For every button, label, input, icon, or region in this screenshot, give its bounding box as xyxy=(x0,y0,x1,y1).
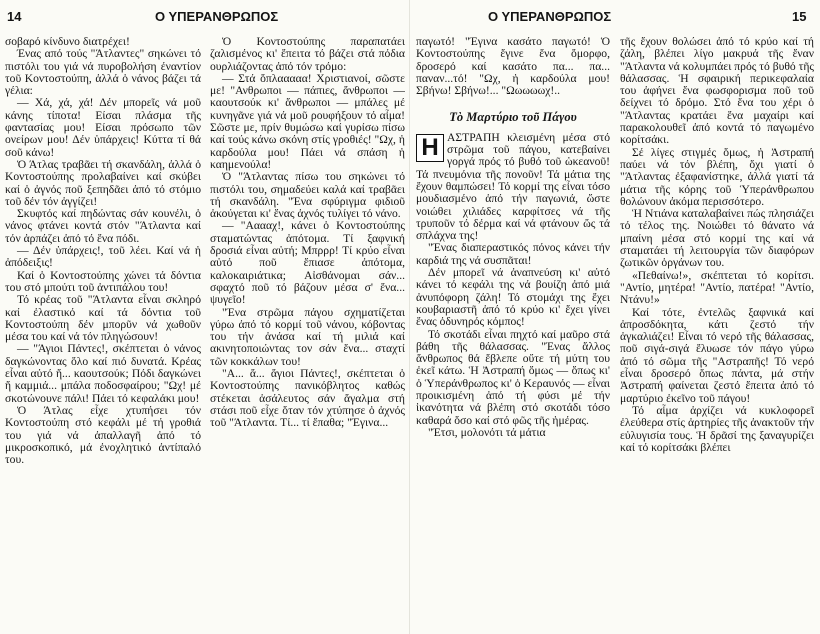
drop-cap: Η xyxy=(416,134,444,162)
left-page-number: 14 xyxy=(7,9,22,24)
paragraph: — "Άγιοι Πάντες!, σκέπτεται ὁ νάνος δαγκώνοντας ὅλο καί πιό δυνατά. Κρέας εἶναι αὐτό ἤ... καουτσούκ; Πόδι δαγκώνει ἤ καμμιά... μπάλα ποδοσφαίρου; "Ωχ! μέ σκοτώνουνε πάλι! Πάει τό κεφαλάκι μου! xyxy=(5,342,201,405)
paragraph: τῆς ἔχουν θολώσει ἀπό τό κρύο καί τή ζάλη, βλέπει λίγο μακρυά τῆς ἕναν "Άτλαντα νά κολυμπάει πρός τό βυθό τῆς θάλασσας. Ἡ σφαιρική περικεφαλαία του ἀφήνει ἕνα φωσφορισμα ποῦ τοῦ δείχνει τό δρόμο. Στό ἕνα του χέρι ὁ "Άτλαντας κρατάει ἕνα μαχαίρι καί παρακολουθεῖ ἀπό κοντά τό παγωμένο κορίτσάκι. xyxy=(620,36,814,147)
paragraph: Καί τότε, ἐντελῶς ξαφνικά καί ἀπροσδόκητα, κάτι ζεστό τήν ἀγκαλιάζει! Εἶναι τό νερό τῆς θάλασσας, ποῦ σιγά-σιγά ἔλυωσε τόν πάγο γύρω ἀπό τό σῶμα τῆς "Αστραπῆς! Τό νερό εἶναι δροσερό ὅπως πάντα, μά στήν Ἀστραπή φαίνεται ζεστό ἔπειτα ἀπό τό μαρτύριο ἐκεῖνο τοῦ πάγου! xyxy=(620,305,814,405)
paragraph-text: ΑΣΤΡΑΠΗ κλεισμένη μέσα στό στρῶμα τοῦ πάγου, κατεβαίνει γοργά πρός τό βυθό τοῦ ὠκεανοῦ! Τά πνευμόνια τῆς πονοῦν! Τά μάτια της ἔχουν θαμπώσει! Τό κορμί της εἶναι τόσο μουδιασμένο ἀπό τήν παγωνιά, ὥστε νοιώθει χιλιάδες καρφίτσες νά τῆς τρυποῦν τό δέρμα καί νά φτάνουν ὥς τά σπλάχνα της! xyxy=(416,130,610,243)
paragraph: «Πεθαίνω!», σκέπτεται τό κορίτσι. "Αντίο, μητέρα! "Αντίο, πατέρα! "Αντίο, Ντάνυ!» xyxy=(620,268,814,307)
paragraph: Ὁ Άτλας τραβᾶει τή σκανδάλη, ἀλλά ὁ Κοντοστούπης προλαβαίνει καί σκύβει καί ὁ ἀγνός ποῦ ξεπηδᾶει ἀπό τό στόμιο τοῦ δέν τόν ἀγγίζει! xyxy=(5,157,201,208)
paragraph: — Δέν ὑπάρχεις!, τοῦ λέει. Καί νά ἡ ἀπόδειξις! xyxy=(5,244,201,270)
paragraph: "Ένα στρῶμα πάγου σχηματίζεται γύρω ἀπό τό κορμί τοῦ νάνου, κόβοντας του τήν ἀνάσα καί τή μιλιά καί ακινητοποιώντας τον σάν ἕνα... σταχτί τῶν κοκκάλων του! xyxy=(210,305,405,368)
paragraph: Τό αἷμα ἀρχίζει νά κυκλοφορεῖ ἐλεύθερα στίς ἀρτηρίες τῆς ἀνακτοῦν τήν εὐλυγισία τους. Ἡ δρᾶσί της ξαναγυρίζει καί τό κορίτσάκι βλέπει xyxy=(620,403,814,454)
paragraph: Ὁ "Άτλαντας πίσω του σηκώνει τό πιστόλι του, σημαδεύει καλά καί τραβᾶει τή σκανδάλη. "Ένα σφύριγμα φιδιοῦ ἀκούγεται κι' ἕνας ἀχνός τυλίγει τό νάνο. xyxy=(210,170,405,221)
paragraph: Ἡ Ντιάνα καταλαβαίνει πώς πλησιάζει τό τέλος της. Νοιώθει τό θάνατο νά μπαίνη μέσα στό κορμί της καί νά σταματάει τή λειτουργία τῶν διαφόρων ζωτικῶν ὀργάνων του. xyxy=(620,207,814,270)
paragraph: Ὁ Κοντοστούπης παραπατάει ζαλισμένος κι' ἔπειτα τό βάζει στά πόδια ουρλιάζοντας ἀπό τόν τρόμο: xyxy=(210,36,405,73)
paragraph: Ένας από τούς "Άτλαντες" σηκώνει τό πιστόλι του γιά νά πυροβολήση έναντίον τοῦ Κοντοστούπη, ἀλλά ὁ νάνος βάζει τά γέλια: xyxy=(5,47,201,98)
paragraph: — Χά, χά, χά! Δέν μπορεῖς νά μοῦ κάνης τίποτα! Είσαι πλάσμα τῆς φαντασίας μου! Είσαι πρόσωπο τῶν ονείρων μου! Δέν ὑπάρχεις! Κύττα τί θά σοῦ κάνω! xyxy=(5,96,201,159)
paragraph: — "Ααααχ!, κάνει ὁ Κοντοστούπης σταματώντας ἀπότομα. Τί ξαφνική δροσιά εἶναι αὐτή; Μπρρρ! Τί κρύο εἶναι αὐτό ποῦ ἔπιασε ἀπότομα, καλοκαιριάτικα; Αἰσθάνομαι σάν... σφαχτό ποῦ τό βάζουν μέσα σ' ἕνα... ψυγεῖο! xyxy=(210,219,405,307)
right-page xyxy=(410,0,820,634)
left-column-2 xyxy=(210,36,405,632)
paragraph: "Α... ἄ... ἄγιοι Πάντες!, σκέπτεται ὁ Κοντοστούπης πανικόβλητος καθώς στέκεται ἀσάλευτος σάν ἄγαλμα στή στάσι ποῦ εἶχε ὅταν τόν χτύπησε ὁ ἀχνός τοῦ "Άτλαντα. Τί... τί ἔπαθα; "Έγινα... xyxy=(210,367,405,430)
paragraph: Καί ὁ Κοντοστούπης χώνει τά δόντια του στό μπούτι τοῦ ἀντιπάλου του! xyxy=(5,268,201,294)
left-page-header xyxy=(0,5,410,27)
right-column-2 xyxy=(620,36,814,632)
right-page-number: 15 xyxy=(792,9,807,24)
left-column-1 xyxy=(5,36,201,632)
paragraph: Δέν μπορεῖ νά ἀναπνεύση κι' αὐτό κάνει τό κεφάλι της νά βουίζη ἀπό μιά ἀνυπόφορη ζάλη! Τό στομάχι της ἔχει κουβαριαστῆ ἀπό τό κρύο κι' ἔχει γίνει ἕνας ὀδυνηρός κόμπος! xyxy=(416,266,610,329)
left-running-title: Ο ΥΠΕΡΑΝΘΡΩΠΟΣ xyxy=(155,9,279,24)
paragraph: "Έτσι, μολονότι τά μάτια xyxy=(428,425,546,439)
paragraph: — Στά ὅπλααααα! Χριστιανοί, σῶστε με! "Ανθρωποι — πάπιες, ἄνθρωποι — καουτσούκ κι' ἄνθρωποι — μπάλες μέ κυνηγᾶνε γιά νά μοῦ ρουφήξουν τό αἷμα! Σῶστε με, πρίν θυμώσω καί γυρίσω πίσω καί τούς κάνω σκόνη στίς γροθιές! "Ωχ, ἡ καρδούλα μου! Πάει νά σπάση ἡ καημενούλα! xyxy=(210,71,405,171)
paragraph: Σκυφτός καί πηδώντας σάν κουνέλι, ὁ νάνος φτάνει κοντά στόν "Άτλαντα καί τόν ἁρπάζει ἀπό τό ἕνα πόδι. xyxy=(5,207,201,245)
right-page-header xyxy=(410,5,820,27)
paragraph: "Ένας διαπεραστικός πόνος κάνει τήν καρδιά της νά συσπᾶται! xyxy=(416,241,610,267)
paragraph: σοβαρό κίνδυνο διατρέχει! xyxy=(5,36,130,48)
section-heading: Τὸ Μαρτύριο τοῦ Πάγου xyxy=(449,110,577,125)
opening-paragraph xyxy=(416,132,610,243)
paragraph: Τό σκοτάδι εἶναι πηχτό καί μαῦρο στά βάθη τῆς θάλασσας. "Ένας ἄλλος ἄνθρωπος θά ἔβλεπε οὔτε τή μύτη του ἐκεῖ κάτω. Ἡ Ἀστραπή ὅμως — ὅπως κι' ὁ Ὑπεράνθρωπος κι' ὁ Κεραυνός — εἶναι προικισμένη ἀπό τή φύσι μέ τήν ἱκανότητα νά βλέπη στό σκοτάδι τόσο καθαρά ὅσο καί στό φῶς τῆς ἡμέρας. xyxy=(416,327,610,427)
paragraph: Ὁ Άτλας εἶχε χτυπήσει τόν Κοντοστούπη στό κεφάλι μέ τή γροθιά του γιά νά ἀπαλλαγῆ ἀπό τό μικροσκοπικό, μά ἐνοχλητικό ἀντίπαλό του. xyxy=(5,403,201,467)
paragraph: Τό κρέας τοῦ "Άτλαντα εἶναι σκληρό καί ἐλαστικό καί τά δόντια τοῦ Κοντοστούπη δέν μπορῦν νά χωθοῦν μέσα του καί νά τόν πληγώσουν! xyxy=(5,293,201,344)
paragraph: Σέ λίγες στιγμές ὅμως, ἡ Ἀστραπή παύει νά τόν βλέπη, ὄχι γιατί ὁ "Άτλαντας ἐξαφανίστηκε, ἀλλά γιατί τά μάτια τῆς κόρης τοῦ Ὑπεράνθρωπου θολώνουν ἀκόμα περισσότερο. xyxy=(620,145,814,208)
paragraph: παγωτό! "Έγινα κασάτο παγωτό! Ὁ Κοντοστούπης ἔγινε ἕνα ὄμορφο, δροσερό καί κασάτο πα... πα... παναν...τό! "Ωχ, ἡ καρδούλα μου! Σβήνω! Σβήνω!... "Ωωωωωχ!.. xyxy=(416,36,610,98)
right-running-title: Ο ΥΠΕΡΑΝΘΡΩΠΟΣ xyxy=(488,9,612,24)
right-column-1 xyxy=(416,36,610,632)
